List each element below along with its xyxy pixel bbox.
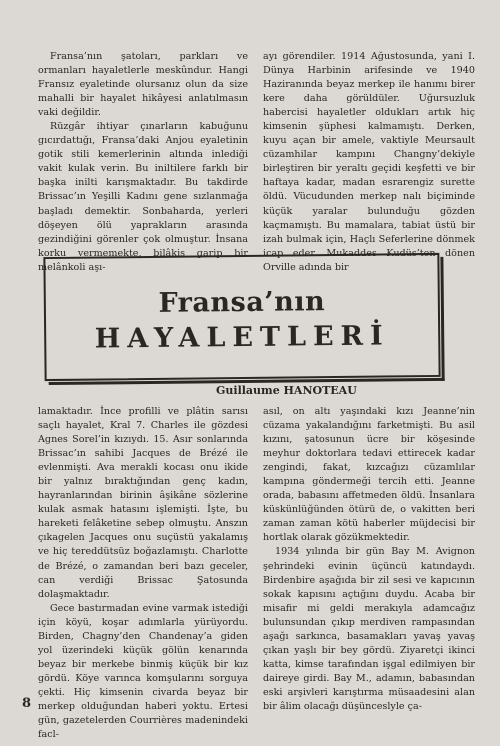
title-frame bbox=[43, 253, 440, 381]
article-subtitle: HAYALETLERİ bbox=[94, 320, 390, 355]
column-top-left bbox=[38, 50, 248, 275]
paragraph: Fransa’nın şatoları, parkları ve ormanları hayaletlerle meskûndur. Hangi Fransız eyaletinde olursanız olun da size mahalli bir hayalet hikâyesi anlatılmasın vaki değildir. bbox=[38, 51, 248, 119]
column-top-right bbox=[263, 50, 475, 275]
paragraph: ayı görendiler. 1914 Ağustosunda, yani I. Dünya Harbinin arifesinde ve 1940 Haziranında beyaz merkep ile hanımı birer kere daha görüldüler. Uğursuzluk habercisi hayaletler oldukları artık hiç kimsenin şüphesi kalmamıştı. Derken, kuyu açan bir amele, vaktiyle Meursault cüzamhilar kampını Changny’dekiyle birleştiren bir yeraltı geçidi keşfetti ve bir haftaya kadar, madan esrarengiz surette öldü. Vücudunden merkep nalı biçiminde küçük yaralar bulunduğu gözden kaçmamıştı. Bu mamalara, tabiat üstü bir izah bulmak için, Haçlı Seferlerine dönmek icap eder. Mukaddes Kudüs’ten dönen Orville adında bir bbox=[263, 51, 475, 273]
paragraph: lamaktadır. İnce profilli ve plâtin sarısı saçlı hayalet, Kral 7. Charles ile gözdesi Agnes Sorel’in kızıydı. 15. Asır sonlarında Brissac’ın sahibi Jacques de Brézé ile evlenmişti. Ava merakli kocası onu ikide bir yalnız bıraktığından genç kadın, hayranlarından birinin âşikâne sözlerine kulak asmak hatasını işlemişti. İşte, bu hareketi felâketine sebep olmuştu. Anszın çıkagelen Jacques onu suçüstü yakalamış ve hiç tereddütsüz boğazlamıştı. Charlotte de Brézé, o zamandan beri bazı geceler, can verdiği Brissac Şatosunda dolaşmaktadır. bbox=[38, 406, 248, 600]
paragraph: Rüzgâr ihtiyar çınarların kabuğunu gıcırdattığı, Fransa’daki Anjou eyaletinin gotik stili kemerlerinin altında inlediği vakit kulak verin. Bu iniltilere farklı bir başka inilti karışmaktadır. Bu takdirde Brissac’ın Yeşilli Kadını gene sızlanmağa başladı demektir. Sonbaharda, yerleri döşeyen ölü yaprakların arasında gezindiğini görenler çok olmuştur. İnsana korku vermemekte, bilâkis garip bir melânkoli aşı- bbox=[38, 121, 248, 273]
paragraph: asıl, on altı yaşındaki kızı Jeanne’nin cüzama yakalandığını farketmişti. Bu asil kızını, şatosunun ücre bir köşesinde meyhur doktorlara tedavi ettirecek kadar zengindi, fakat, kızcağızı cüzamlılar kampına göndermeği tercih etti. Jeanne orada, babasını affetmeden öldü. İnsanlara küskünlüğünden ötürü de, o vakitten beri zaman zaman kötü haberler müjdecisi bir hortlak olarak gözükmektedir. bbox=[263, 406, 475, 544]
author-byline: Guillaume HANOTEAU bbox=[212, 384, 361, 397]
paragraph: 1934 yılında bir gün Bay M. Avignon şehrindeki evinin üçüncü katındaydı. Birdenbire aşağıda bir zil sesi ve kapıcının sokak kapısını açtığını duydu. Acaba bir misafir mi geldi merakıyla adamcağız bulunsundan çıkıp merdiven rampasından aşağı sarkınca, basamakları yavaş yavaş çıkan yaşlı bir bey gördü. Ziyaretçi ikinci katta, kimse tarafından işgal edilmiyen bir daireye girdi. Bay M., adamın, babasından eski arşivleri karıştırma müsaadesini alan bir âlim olacağı düşünceslyle ça- bbox=[263, 546, 475, 712]
column-bottom-left bbox=[38, 405, 248, 742]
page-number: 8 bbox=[22, 696, 32, 711]
column-bottom-right bbox=[263, 405, 475, 714]
article-title: Fransa’nın bbox=[158, 286, 326, 319]
paragraph: Gece bastırmadan evine varmak istediği için köyü, koşar adımlarla yürüyordu. Birden, Chagny’den Chandenay’a giden yol üzerindeki küçük gölün kenarında beyaz bir merkebe binmiş küçük bir kız gördü. Köye varınca komşularını sorguya çekti. Hiç kimsenin civarda beyaz bir merkep olduğundan haberi yoktu. Ertesi gün, gazetelerden Courrières madenindeki facl- bbox=[38, 602, 248, 741]
